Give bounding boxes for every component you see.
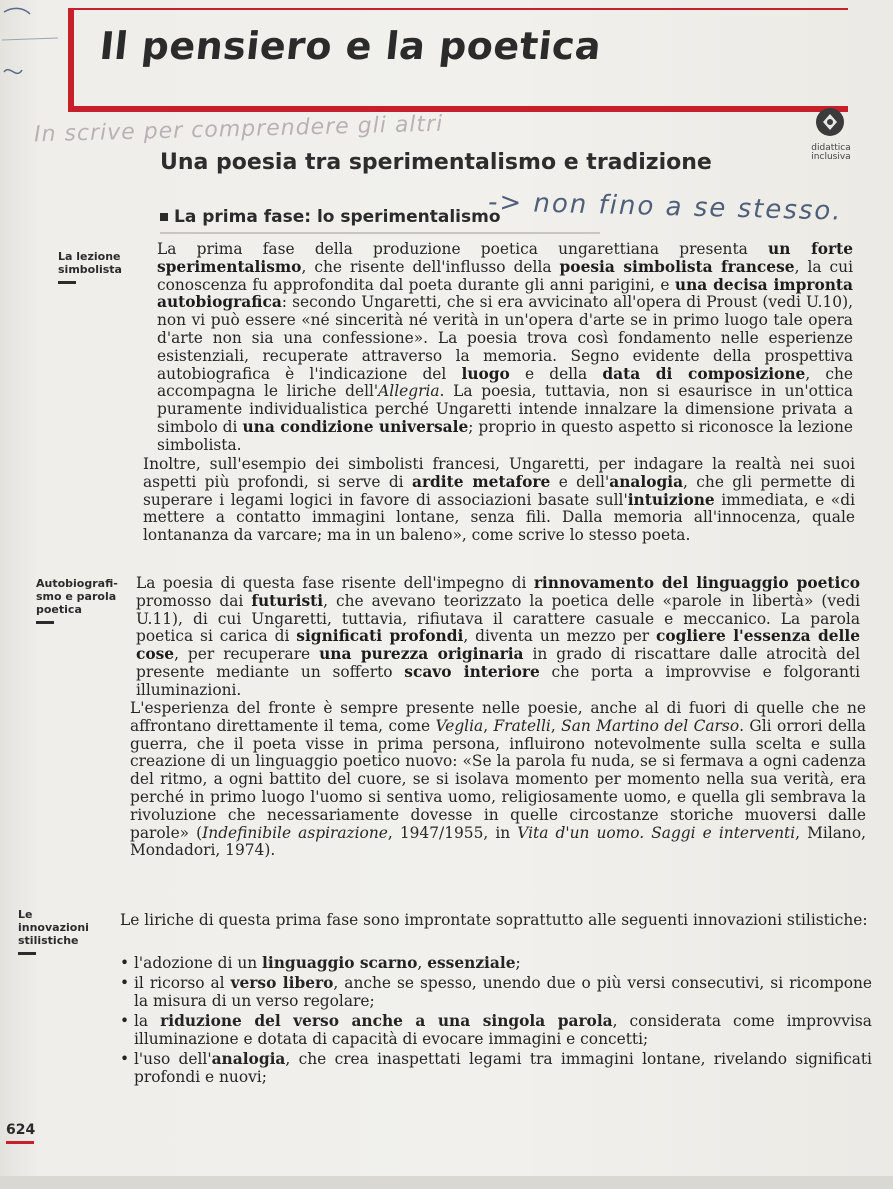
page-edge [0, 1176, 893, 1189]
paragraph-5: Le liriche di questa prima fase sono improntate soprattutto alle seguenti innovazioni stilistiche: [120, 911, 868, 929]
margin-note-lezione [58, 250, 138, 284]
handwritten-note-top: In scrive per comprendere gli altri [33, 111, 444, 148]
section-title: Una poesia tra sperimentalismo e tradizione [160, 150, 712, 175]
subsection-title-text: La prima fase: lo sperimentalismo [174, 207, 501, 227]
list-item: • l'uso dell'analogia, che crea inaspettati legami tra immagini lontane, rivelando significati profondi e nuovi; [120, 1050, 872, 1086]
list-item: • la riduzione del verso anche a una singola parola, considerata come improvvisa illuminazione e dotata di capacità di evocare immagini e concetti; [120, 1012, 872, 1048]
handwritten-note-side: -> non fino a se stesso. [487, 187, 843, 227]
paragraph-3: La poesia di questa fase risente dell'impegno di rinnovamento del linguaggio poetico promosso dai futuristi, che avevano teorizzato la poetica delle «parole in libertà» (vedi U.11), di cui Ungaretti, tuttavia, rifiutava il carattere casuale e meccanico. La parola poetica si carica di significati profondi, diventa un mezzo per cogliere l'essenza delle cose, per recuperare una purezza originaria in grado di riscattare dalle atrocità del presente mediante un sofferto scavo interiore che porta a improvvise e folgoranti illuminazioni. [136, 574, 860, 699]
page-number: 624 [6, 1122, 36, 1138]
margin-note-innovazioni [18, 908, 104, 955]
paragraph-2: Inoltre, sull'esempio dei simbolisti francesi, Ungaretti, per indagare la realtà nei suoi aspetti più profondi, si serve di ardite metafore e dell'analogia, che gli permette di superare i legami logici in favore di associazioni basate sull'intuizione immediata, e «di mettere a contatto immagini lontane, senza fili. Dalla memoria all'innocenza, quale lontananza da varcare; ma in un baleno», come scrive lo stesso poeta. [143, 455, 856, 545]
margin-note-text: Le innovazioni stilistiche [18, 908, 89, 947]
list-item: • l'adozione di un linguaggio scarno, essenziale; [120, 954, 872, 972]
badge-label-line1: didattica [811, 143, 851, 153]
paragraph-4: L'esperienza del fronte è sempre presente nelle poesie, anche al di fuori di quelle che ne affrontano direttamente il tema, come Veglia, Fratelli, San Martino del Carso. Gli orrori della guerra, che il poeta visse in prima persona, influirono notevolmente sulla scelta e sulla creazione di un linguaggio poetico nuovo: «Se la parola fu nuda, se si fermava a ogni cadenza del ritmo, a ogni battito del cuore, se si isolava momento per momento nella sua verità, era perché in primo luogo l'uomo si sentiva uomo, religiosamente uomo, e quella gli sembrava la rivoluzione che necessariamente dovesse in quelle circostanze storiche muoversi dalle parole» (Indefinibile aspirazione, 1947/1955, in Vita d'un uomo. Saggi e interventi, Milano, Mondadori, 1974). [130, 699, 867, 860]
square-bullet-icon [160, 213, 168, 221]
page-number-underline [6, 1141, 34, 1144]
margin-scribble [0, 0, 60, 110]
subsection-title [160, 207, 501, 227]
list-item: • il ricorso al verso libero, anche se spesso, unendo due o più versi consecutivi, si ricompone la misura di un verso regolare; [120, 974, 872, 1010]
paragraph-1: La prima fase della produzione poetica ungarettiana presenta un forte sperimentalismo, che risente dell'influsso della poesia simbolista francese, la cui conoscenza fu approfondita dal poeta durante gli anni parigini, e una decisa impronta autobiografica: secondo Ungaretti, che si era avvicinato all'opera di Proust (vedi U.10), non vi può essere «né sincerità né verità in un'opera d'arte se in primo luogo tale opera d'arte non sia una confessione». La poesia trova così fondamento nelle esperienze esistenziali, recuperate attraverso la memoria. Segno evidente della prospettiva autobiografica è l'indicazione del luogo e della data di composizione, che accompagna le liriche dell'Allegria. La poesia, tuttavia, non si esaurisce in un'ottica puramente individualistica perché Ungaretti intende innalzare la dimensione privata a simbolo di una condizione universale; proprio in questo aspetto si riconosce la lezione simbolista. [157, 240, 854, 454]
badge-label [806, 144, 856, 162]
chapter-title: Il pensiero e la poetica [97, 24, 604, 68]
divider [160, 232, 600, 234]
margin-note-autobiografismo [36, 577, 122, 624]
innovations-list [120, 954, 872, 1088]
didattica-inclusiva-icon[interactable] [816, 108, 844, 136]
margin-note-text: La lezione simbolista [58, 250, 122, 276]
badge-label-line2: inclusiva [811, 152, 851, 162]
margin-note-text: Autobiografi-smo e parola poetica [36, 577, 118, 616]
